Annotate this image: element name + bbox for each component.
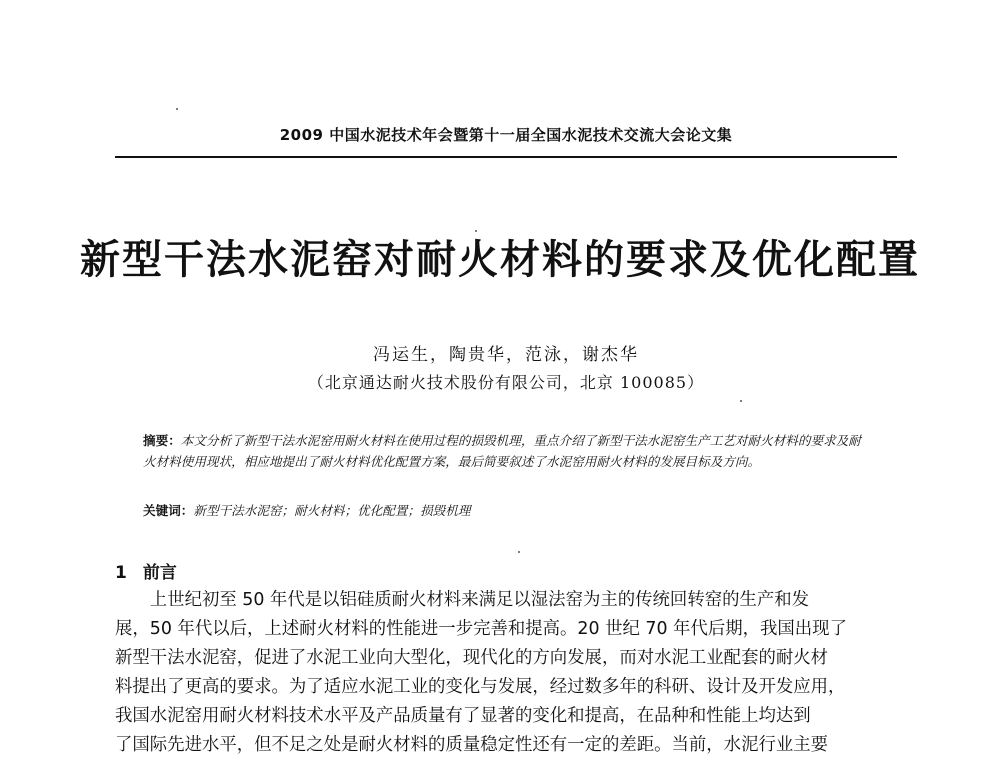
keywords-label: 关键词：: [143, 503, 194, 518]
paper-title: 新型干法水泥窑对耐火材料的要求及优化配置: [80, 236, 920, 283]
body-line: 新型干法水泥窑，促进了水泥工业向大型化，现代化的方向发展，而对水泥工业配套的耐火材: [115, 648, 829, 668]
keywords-text: 新型干法水泥窑；耐火材料；优化配置；损毁机理: [193, 503, 471, 518]
body-line: 了国际先进水平，但不足之处是耐火材料的质量稳定性还有一定的差距。当前，水泥行业主要: [115, 735, 829, 755]
body-line: 料提出了更高的要求。为了适应水泥工业的变化与发展，经过数多年的科研、设计及开发应用，: [115, 677, 846, 697]
abstract: [143, 430, 873, 472]
body-line: 上世纪初至 50 年代是以铝硅质耐火材料来满足以湿法窑为主的传统回转窑的生产和发: [149, 590, 810, 610]
scan-speck: [176, 108, 178, 110]
header-divider: [115, 156, 897, 158]
scan-speck: [740, 400, 742, 402]
section-title: 前言: [142, 563, 177, 583]
body-line: 我国水泥窑用耐火材料技术水平及产品质量有了显著的变化和提高，在品种和性能上均达到: [115, 706, 811, 726]
paper-authors: 冯运生，陶贵华，范泳，谢杰华: [373, 345, 639, 365]
scan-speck: [475, 230, 477, 232]
section-body: [115, 586, 900, 760]
running-header: 2009 中国水泥技术年会暨第十一届全国水泥技术交流大会论文集: [279, 126, 733, 144]
keywords: [143, 500, 873, 519]
body-line: 展，50 年代以后，上述耐火材料的性能进一步完善和提高。20 世纪 70 年代后期，我国出现了: [115, 619, 847, 639]
scan-speck: [518, 551, 520, 553]
section-heading: [115, 558, 177, 583]
section-number: 1: [115, 563, 127, 583]
paper-affiliation: （北京通达耐火技术股份有限公司，北京 100085）: [307, 373, 705, 392]
abstract-label: 摘要：: [143, 433, 181, 448]
abstract-text: 本文分析了新型干法水泥窑用耐火材料在使用过程的损毁机理，重点介绍了新型干法水泥窑生产工艺对耐火材料的要求及耐火材料使用现状，相应地提出了耐火材料优化配置方案，最后简要叙述了水泥窑用耐火材料的发展目标及方向。: [143, 433, 861, 469]
